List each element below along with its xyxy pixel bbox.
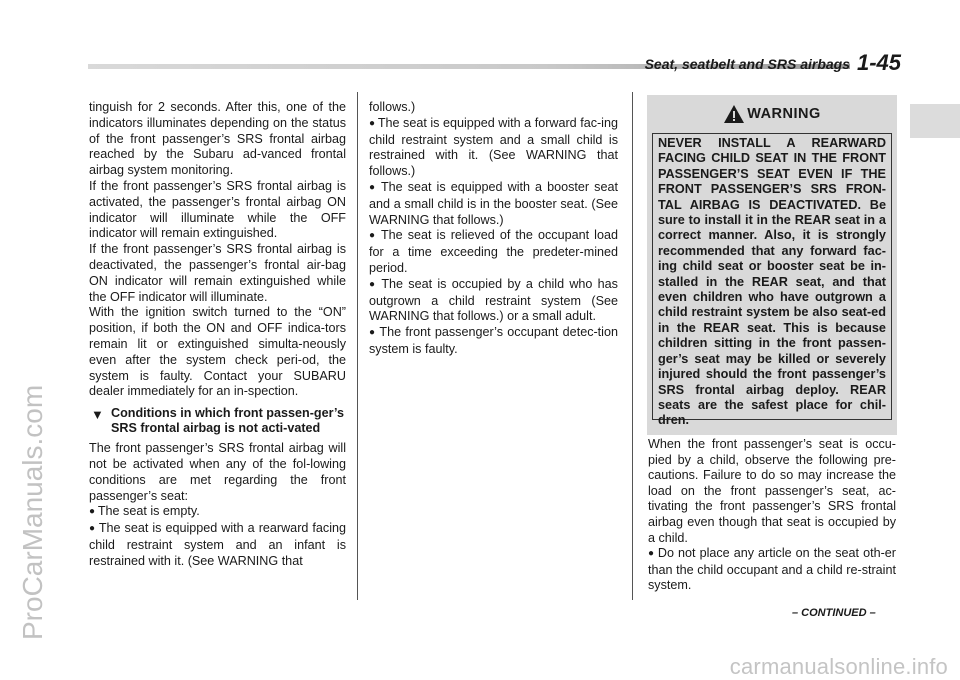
- bullet-text: The seat is equipped with a rearward facing child restraint system and an infant is restrained with it. (See WARNING that: [89, 521, 346, 568]
- bullet-item: [89, 521, 346, 569]
- column-3: [648, 437, 896, 594]
- bullet-item: [369, 277, 618, 325]
- paragraph: tinguish for 2 seconds. After this, one of the indicators illuminates depending on the status of the front passenger’s SRS frontal airbag reached by the Subaru ad-vanced frontal airbag system monitoring.: [89, 100, 346, 178]
- warning-label: WARNING: [747, 106, 821, 122]
- paragraph: follows.): [369, 100, 416, 114]
- side-watermark: [8, 100, 56, 640]
- bullet-text: The seat is equipped with a forward fac-ing child restraint system and a small child is restrained with it. (See WARNING that follows.): [369, 115, 618, 179]
- warning-box: [647, 95, 897, 435]
- bullet-text: The seat is equipped with a booster seat and a small child is in the booster seat. (See WARNING that follows.): [369, 179, 618, 227]
- paragraph: When the front passenger’s seat is occu-pied by a child, observe the following pre-cautions. Failure to do so may increase the load on the front passenger’s seat, ac-tivating the front passenger’s SRS frontal airbag even though that seat is occupied by a child.: [648, 437, 896, 545]
- triangle-marker-icon: ▼: [91, 407, 104, 423]
- column-divider-2: [632, 92, 633, 600]
- section-title: Seat, seatbelt and SRS airbags: [644, 56, 850, 72]
- column-2: [369, 100, 618, 358]
- warning-header: [647, 95, 897, 133]
- bullet-item: [369, 180, 618, 228]
- chapter-tab: [910, 104, 960, 138]
- page-number: 1-45: [857, 50, 902, 75]
- warning-triangle-icon: [723, 104, 745, 124]
- bullet-item: [89, 504, 346, 521]
- bullet-text: The seat is empty.: [97, 504, 200, 519]
- continued-label: – CONTINUED –: [792, 607, 876, 619]
- paragraph: If the front passenger’s SRS frontal airbag is deactivated, the passenger’s frontal air-bag ON indicator will remain extinguished while the OFF indicator will illuminate.: [89, 242, 346, 304]
- bullet-text: The front passenger’s occupant detec-tion system is faulty.: [369, 325, 618, 356]
- column-divider-1: [357, 92, 358, 600]
- paragraph: The front passenger’s SRS frontal airbag will not be activated when any of the fol-lowing conditions are met regarding the front passenger’s seat:: [89, 441, 346, 503]
- bullet-text: The seat is occupied by a child who has outgrown a child restraint system (See WARNING that follows.) or a small adult.: [369, 276, 618, 324]
- warning-text: NEVER INSTALL A REARWARD FACING CHILD SEAT IN THE FRONT PASSENGER’S SEAT EVEN IF THE FRONT PASSENGER’S SRS FRON-TAL AIRBAG IS DEACTIVATED. Be sure to install it in the REAR seat in a correct manner. Also, it is strongly recommended that any forward fac-ing child seat or booster seat be in-stalled in the REAR seat, and that even children who have outgrown a child restraint system be also seat-ed in the REAR seat. This is because children sitting in the front passen-ger’s seat may be killed or severely injured should the front passenger’s SRS frontal airbag deploy. REAR seats are the safest place for chil-dren.: [652, 133, 892, 420]
- bullet-text: The seat is relieved of the occupant load for a time exceeding the predeter-mined period.: [369, 228, 618, 275]
- subheading-text: Conditions in which front passen-ger’s SRS frontal airbag is not acti-vated: [111, 406, 344, 436]
- footer-watermark: carmanualsonline.info: [729, 654, 948, 679]
- column-1: [89, 100, 346, 570]
- bullet-item: [648, 546, 896, 594]
- subheading: [89, 406, 346, 436]
- bullet-text: Do not place any article on the seat oth-er than the child occupant and a child re-straint system.: [648, 546, 896, 593]
- paragraph: With the ignition switch turned to the “ON” position, if both the ON and OFF indica-tors remain lit or extinguished simulta-neously even after the system check peri-od, the system is faulty. Contact your SUBARU dealer immediately for an in-spection.: [89, 305, 346, 399]
- paragraph: If the front passenger’s SRS frontal airbag is activated, the passenger’s frontal airbag ON indicator will illuminate while the OFF indicator will remain extinguished.: [89, 178, 346, 241]
- bullet-item: [369, 228, 618, 276]
- bullet-item: [369, 116, 618, 180]
- bullet-item: [369, 325, 618, 358]
- side-watermark-text: ProCarManuals.com: [17, 384, 48, 640]
